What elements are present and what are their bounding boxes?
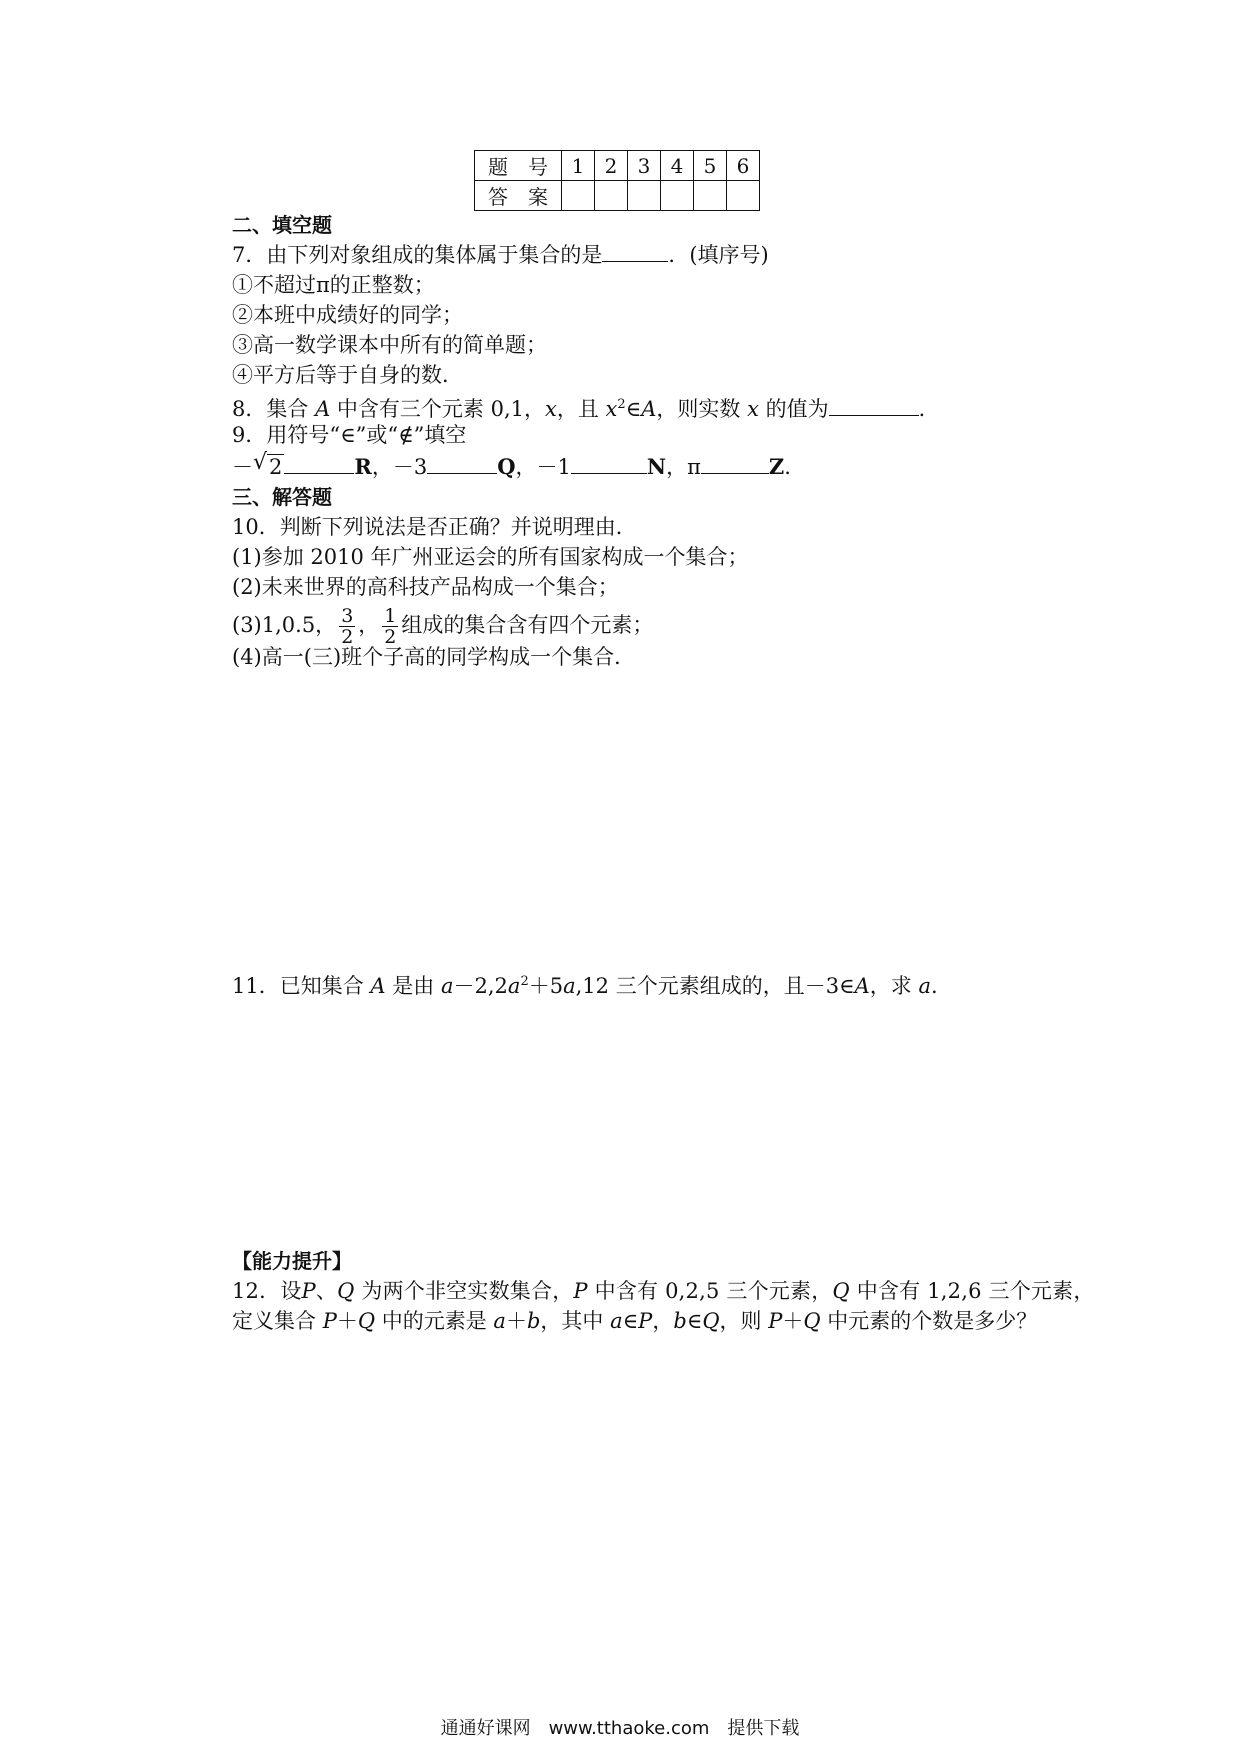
q8-var-x: x — [545, 397, 557, 421]
q12-text: 中的元素是 — [381, 1309, 487, 1333]
q8-text: ． — [918, 397, 940, 421]
q9-blank-2 — [427, 453, 497, 474]
q12-text: ，则 — [719, 1309, 762, 1333]
answer-table-row-answers — [475, 181, 760, 211]
q10-item-4: (4)高一(三)班个子高的同学构成一个集合． — [232, 645, 636, 669]
frac-numerator: 1 — [384, 605, 397, 627]
question-number-cell: 5 — [694, 151, 727, 181]
q12-var-a: a — [610, 1309, 623, 1333]
question-7-stem — [232, 240, 769, 270]
q12-var-Q: Q — [357, 1309, 376, 1333]
answer-table — [474, 150, 760, 211]
q7-option-1: ①不超过π的正整数； — [232, 273, 435, 297]
q9-sqrt-arg: 2 — [269, 455, 283, 479]
q12-text: ∈ — [686, 1309, 703, 1333]
q8-var-x: x — [747, 397, 759, 421]
q9-text: ，π — [666, 455, 701, 479]
q11-text: ,12 三个元素组成的，且－3∈ — [575, 974, 855, 998]
q11-var-a: a — [918, 974, 931, 998]
q12-var-Q: Q — [832, 1279, 850, 1303]
q12-text: 为两个非空实数集合， — [361, 1279, 574, 1303]
section-title-ability: 【能力提升】 — [232, 1249, 352, 1273]
fraction-three-halves — [339, 606, 355, 647]
q12-text: 、 — [315, 1279, 338, 1303]
q7-option-3: ③高一数学课本中所有的简单题； — [232, 333, 547, 357]
q12-var-b: b — [673, 1309, 687, 1333]
question-number-cell: 3 — [628, 151, 661, 181]
q11-superscript: 2 — [520, 974, 529, 989]
q12-var-b: b — [526, 1309, 541, 1333]
question-9-items — [232, 452, 791, 482]
answer-cell — [595, 181, 628, 211]
q9-set-Z: Z — [768, 454, 785, 479]
q10-item-1: (1)参加 2010 年广州亚运会的所有国家构成一个集合； — [232, 545, 749, 569]
q11-text: . — [931, 974, 938, 998]
question-12-line-1 — [232, 1276, 1095, 1306]
question-9-stem: 9．用符号“∈”或“∉”填空 — [232, 423, 467, 447]
q8-var-A: A — [641, 397, 657, 421]
q11-text: －2,2 — [453, 974, 508, 998]
q9-text: ，－1 — [515, 455, 571, 479]
question-11 — [232, 967, 938, 1001]
q12-var-P: P — [301, 1279, 316, 1303]
q11-var-A: A — [370, 974, 386, 998]
q8-text: 的值为 — [765, 397, 829, 421]
q12-var-P: P — [768, 1309, 783, 1333]
q10-item-3 — [232, 606, 653, 647]
q8-text: ，且 — [556, 397, 599, 421]
q7-option-2: ②本班中成绩好的同学； — [232, 303, 463, 327]
frac-denominator: 2 — [341, 626, 354, 648]
section-title-solve: 三、解答题 — [232, 485, 332, 509]
q10-item-2: (2)未来世界的高科技产品构成一个集合； — [232, 575, 619, 599]
q9-text: ，－3 — [371, 455, 428, 479]
q9-blank-4 — [701, 453, 769, 474]
q11-text: ，求 — [869, 974, 912, 998]
q8-superscript: 2 — [617, 397, 626, 412]
question-8 — [232, 390, 940, 424]
q11-var-a: a — [507, 974, 521, 998]
row-label-question-number: 题 号 — [475, 151, 562, 181]
q12-var-Q: Q — [702, 1309, 720, 1333]
q9-set-Q: Q — [497, 454, 516, 479]
q12-text: 定义集合 — [232, 1309, 316, 1333]
q7-answer-blank — [602, 241, 668, 262]
q12-var-P: P — [322, 1309, 337, 1333]
q11-text: ＋5 — [528, 974, 564, 998]
q10-text: (3)1,0.5， — [232, 613, 337, 637]
page-footer: 通通好课网 www.tthaoke.com 提供下载 — [440, 1718, 800, 1739]
question-12-line-2 — [232, 1306, 1037, 1336]
frac-denominator: 2 — [384, 626, 397, 648]
question-10-stem: 10．判断下列说法是否正确？并说明理由． — [232, 515, 637, 539]
q11-var-a: a — [440, 974, 454, 998]
answer-cell — [562, 181, 595, 211]
q12-text: ＋ — [505, 1309, 527, 1333]
q12-text: ∈ — [622, 1309, 639, 1333]
question-number-cell: 2 — [595, 151, 628, 181]
answer-cell — [661, 181, 694, 211]
q12-text: 中含有 1,2,6 三个元素， — [856, 1279, 1095, 1303]
q12-var-P: P — [573, 1279, 588, 1303]
q10-text: 组成的集合含有四个元素； — [401, 613, 654, 637]
q12-var-Q: Q — [337, 1279, 355, 1303]
sqrt-symbol: √ 2 — [253, 450, 283, 479]
fraction-one-half — [382, 606, 398, 647]
q8-text: ∈ — [625, 397, 642, 421]
q9-set-N: N — [646, 454, 667, 479]
row-label-answer: 答 案 — [475, 181, 562, 211]
question-number-cell: 1 — [562, 151, 595, 181]
q9-text: . — [784, 455, 791, 479]
q12-text: 12．设 — [232, 1279, 302, 1303]
q9-minus: － — [232, 455, 253, 479]
q12-text: ，其中 — [540, 1309, 604, 1333]
q9-set-R: R — [354, 454, 372, 479]
q8-text: ，则实数 — [656, 397, 741, 421]
q11-text: 11．已知集合 — [232, 974, 364, 998]
question-number-cell: 6 — [727, 151, 760, 181]
question-number-cell: 4 — [661, 151, 694, 181]
q12-text: 中含有 0,2,5 三个元素， — [594, 1279, 833, 1303]
q12-text: ＋ — [336, 1309, 358, 1333]
frac-numerator: 3 — [341, 605, 354, 627]
q12-var-a: a — [493, 1309, 506, 1333]
q8-text: 中含有三个元素 0,1， — [336, 397, 545, 421]
q11-text: 是由 — [392, 974, 435, 998]
q8-answer-blank — [829, 395, 919, 416]
answer-cell — [694, 181, 727, 211]
section-title-fill-in: 二、填空题 — [232, 213, 332, 237]
q8-text: 8．集合 — [232, 397, 309, 421]
q9-blank-3 — [571, 453, 647, 474]
q7-text-a: 7．由下列对象组成的集体属于集合的是 — [232, 243, 603, 267]
q12-text: ＋ — [782, 1309, 804, 1333]
answer-cell — [628, 181, 661, 211]
q11-var-a: a — [563, 974, 576, 998]
q7-option-4: ④平方后等于自身的数． — [232, 363, 463, 387]
q11-var-A: A — [854, 974, 870, 998]
q12-text: ， — [652, 1309, 674, 1333]
q7-text-b: ．(填序号) — [668, 243, 769, 267]
q10-text: ， — [358, 613, 380, 637]
q8-var-x: x — [605, 397, 618, 421]
q12-text: 中元素的个数是多少？ — [827, 1309, 1038, 1333]
answer-table-row-numbers — [475, 151, 760, 181]
q8-var-A: A — [315, 397, 331, 421]
q12-var-Q: Q — [803, 1309, 821, 1333]
q12-var-P: P — [638, 1309, 653, 1333]
q9-blank-1 — [284, 453, 354, 474]
answer-cell — [727, 181, 760, 211]
